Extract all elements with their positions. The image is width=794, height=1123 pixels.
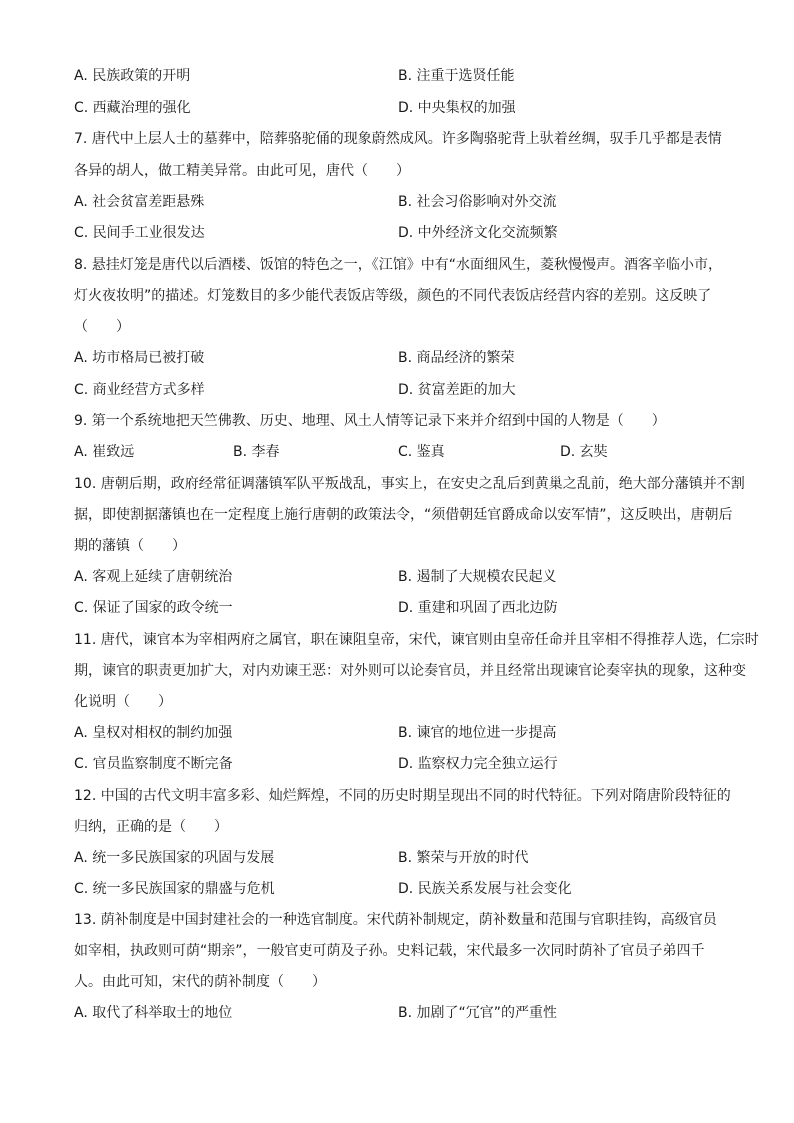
q7-option-a: A. 社会贫富差距悬殊 (74, 194, 205, 210)
q10-stem-line-3: 期的藩镇（ ） (74, 538, 186, 554)
q9-option-a: A. 崔致远 (74, 444, 135, 460)
q7-stem-line-2: 各异的胡人，做工精美异常。由此可见，唐代（ ） (74, 163, 410, 179)
q11-option-b: B. 谏官的地位进一步提高 (398, 725, 557, 741)
q7-option-d: D. 中外经济文化交流频繁 (398, 225, 558, 241)
q11-option-c: C. 官员监察制度不断完备 (74, 756, 233, 772)
q13-stem-line-3: 人。由此可知，宋代的荫补制度（ ） (74, 974, 326, 990)
q9-option-d: D. 玄奘 (560, 444, 608, 460)
q10-option-c: C. 保证了国家的政令统一 (74, 600, 233, 616)
q7-stem-line-1: 7. 唐代中上层人士的墓葬中，陪葬骆驼俑的现象蔚然成风。许多陶骆驼背上驮着丝绸，驭手几乎都是表情 (74, 131, 722, 147)
q10-option-d: D. 重建和巩固了西北边防 (398, 600, 558, 616)
q8-option-a: A. 坊市格局已被打破 (74, 350, 205, 366)
q8-stem-line-1: 8. 悬挂灯笼是唐代以后酒楼、饭馆的特色之一，《江馆》中有“水面细风生，菱秋慢慢声。酒客辛临小市， (74, 257, 723, 273)
q10-stem-line-2: 据，即使割据藩镇也在一定程度上施行唐朝的政策法令，“须借朝廷官爵成命以安军情”，这反映出，唐朝后 (74, 507, 733, 523)
q9-option-b: B. 李春 (233, 444, 280, 460)
q9-stem-line-1: 9. 第一个系统地把天竺佛教、历史、地理、风土人情等记录下来并介绍到中国的人物是（ ） (74, 413, 666, 429)
q13-stem-line-1: 13. 荫补制度是中国封建社会的一种选官制度。宋代荫补制规定，荫补数量和范围与官职挂钩，高级官员 (74, 912, 717, 928)
q6-option-b: B. 注重于选贤任能 (398, 68, 515, 84)
q13-stem-line-2: 如宰相，执政则可荫“期亲”，一般官吏可荫及子孙。史料记载，宋代最多一次同时荫补了官员子弟四千 (74, 943, 705, 959)
q9-option-c: C. 鉴真 (398, 444, 445, 460)
q6-option-a: A. 民族政策的开明 (74, 68, 191, 84)
q11-stem-line-3: 化说明（ ） (74, 694, 172, 710)
q11-stem-line-2: 期，谏官的职责更加扩大，对内劝谏王恶：对外则可以论奏官员，并且经常出现谏官论奏宰执的现象，这种变 (74, 663, 746, 679)
q13-option-a: A. 取代了科举取士的地位 (74, 1005, 233, 1021)
q12-stem-line-2: 归纳，正确的是（ ） (74, 819, 228, 835)
q12-option-a: A. 统一多民族国家的巩固与发展 (74, 850, 275, 866)
q12-option-d: D. 民族关系发展与社会变化 (398, 881, 572, 897)
q7-option-c: C. 民间手工业很发达 (74, 225, 205, 241)
q8-option-c: C. 商业经营方式多样 (74, 382, 205, 398)
q8-stem-line-3: （ ） (74, 319, 130, 335)
q10-stem-line-1: 10. 唐朝后期，政府经常征调藩镇军队平叛战乱，事实上，在安史之乱后到黄巢之乱前，绝大部分藩镇并不割 (74, 476, 745, 492)
q8-option-b: B. 商品经济的繁荣 (398, 350, 515, 366)
q8-option-d: D. 贫富差距的加大 (398, 382, 516, 398)
q8-stem-line-2: 灯火夜妆明”的描述。灯笼数目的多少能代表饭店等级，颜色的不同代表饭店经营内容的差别。这反映了 (74, 288, 712, 304)
q12-option-b: B. 繁荣与开放的时代 (398, 850, 529, 866)
q6-option-c: C. 西藏治理的强化 (74, 100, 191, 116)
q12-stem-line-1: 12. 中国的古代文明丰富多彩、灿烂辉煌，不同的历史时期呈现出不同的时代特征。下列对隋唐阶段特征的 (74, 788, 731, 804)
q11-option-a: A. 皇权对相权的制约加强 (74, 725, 233, 741)
q6-option-d: D. 中央集权的加强 (398, 100, 516, 116)
q10-option-a: A. 客观上延续了唐朝统治 (74, 569, 233, 585)
q11-stem-line-1: 11. 唐代，谏官本为宰相两府之属官，职在谏阻皇帝，宋代，谏官则由皇帝任命并且宰相不得推荐人选，仁宗时 (74, 632, 759, 648)
q7-option-b: B. 社会习俗影响对外交流 (398, 194, 557, 210)
q11-option-d: D. 监察权力完全独立运行 (398, 756, 558, 772)
q10-option-b: B. 遏制了大规模农民起义 (398, 569, 557, 585)
q12-option-c: C. 统一多民族国家的鼎盛与危机 (74, 881, 275, 897)
q13-option-b: B. 加剧了“冗官”的严重性 (398, 1005, 558, 1021)
